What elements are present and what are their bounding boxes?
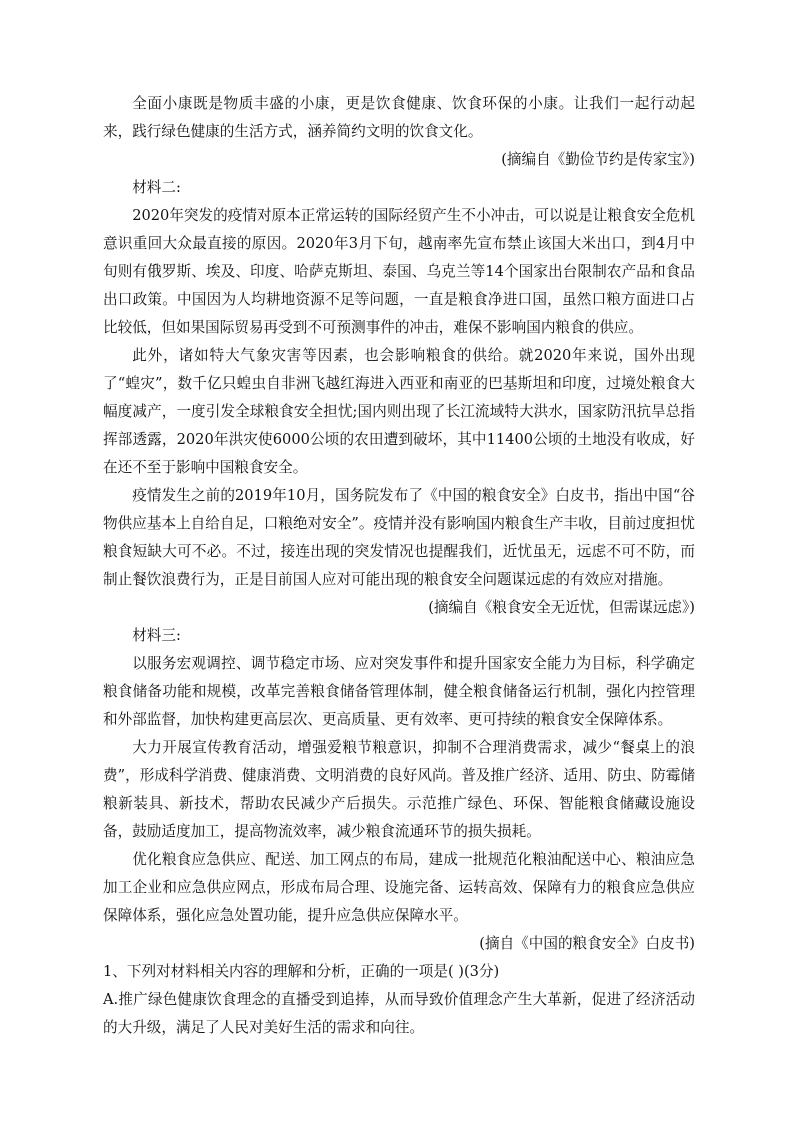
paragraph-material-two-3: 疫情发生之前的2019年10月，国务院发布了《中国的粮食安全》白皮书，指出中国“谷物供应基本上自给自足，口粮绝对安全”。疫情并没有影响国内粮食生产丰收，目前过度担忧粮食短缺大可不必。不过，接连出现的突发情况也提醒我们，近忧虽无，远虑不可不防，而制止餐饮浪费行为，正是目前国人应对可能出现的粮食安全问题谋远虑的有效应对措施。 bbox=[103, 487, 695, 588]
source-citation-3: (摘自《中国的粮食安全》白皮书) bbox=[479, 935, 695, 952]
document-body bbox=[103, 90, 695, 1042]
source-citation-1: (摘编自《勤俭节约是传家宝》) bbox=[501, 151, 695, 168]
paragraph-material-three-3: 优化粮食应急供应、配送、加工网点的布局，建成一批规范化粮油配送中心、粮油应急加工企业和应急供应网点，形成布局合理、设施完备、运转高效、保障有力的粮食应急供应保障体系，强化应急处置功能，提升应急供应保障水平。 bbox=[103, 851, 695, 924]
material-two-label: 材料二: bbox=[132, 179, 181, 196]
paragraph-material-three-2: 大力开展宣传教育活动，增强爱粮节粮意识，抑制不合理消费需求，减少“餐桌上的浪费”，形成科学消费、健康消费、文明消费的良好风尚。普及推广经济、适用、防虫、防霉储粮新装具、新技术，帮助农民减少产后损失。示范推广绿色、环保、智能粮食储藏设施设备，鼓励适度加工，提高物流效率，减少粮食流通环节的损失损耗。 bbox=[103, 739, 695, 840]
paragraph-material-two-2: 此外，诸如特大气象灾害等因素，也会影响粮食的供给。就2020年来说，国外出现了“蝗灾”，数千亿只蝗虫自非洲飞越红海进入西亚和南亚的巴基斯坦和印度，过境处粮食大幅度减产，一度引发全球粮食安全担忧;国内则出现了长江流域特大洪水，国家防汛抗旱总指挥部透露，2020年洪灾使6000公顷的农田遭到破坏，其中11400公顷的土地没有收成，好在还不至于影响中国粮食安全。 bbox=[103, 347, 695, 476]
paragraph-intro: 全面小康既是物质丰盛的小康，更是饮食健康、饮食环保的小康。让我们一起行动起来，践行绿色健康的生活方式，涵养简约文明的饮食文化。 bbox=[103, 95, 695, 140]
material-three-label: 材料三: bbox=[132, 627, 181, 644]
paragraph-material-three-1: 以服务宏观调控、调节稳定市场、应对突发事件和提升国家安全能力为目标，科学确定粮食储备功能和规模，改革完善粮食储备管理体制，健全粮食储备运行机制，强化内控管理和外部监督，加快构建更高层次、更高质量、更有效率、更可持续的粮食安全保障体系。 bbox=[103, 655, 695, 728]
question-1: 1、下列对材料相关内容的理解和分析，正确的一项是( )(3分) bbox=[103, 963, 500, 980]
paragraph-material-two-1: 2020年突发的疫情对原本正常运转的国际经贸产生不小冲击，可以说是让粮食安全危机意识重回大众最直接的原因。2020年3月下旬，越南率先宣布禁止该国大米出口，到4月中旬则有俄罗斯、埃及、印度、哈萨克斯坦、泰国、乌克兰等14个国家出台限制农产品和食品出口政策。中国因为人均耕地资源不足等问题，一直是粮食净进口国，虽然口粮方面进口占比较低，但如果国际贸易再受到不可预测事件的冲击，难保不影响国内粮食的供应。 bbox=[103, 207, 695, 336]
source-citation-2: (摘编自《粮食安全无近忧，但需谋远虑》) bbox=[428, 599, 695, 616]
question-1-option-a: A.推广绿色健康饮食理念的直播受到追捧，从而导致价值理念产生大革新，促进了经济活动的大升级，满足了人民对美好生活的需求和向往。 bbox=[103, 991, 695, 1036]
